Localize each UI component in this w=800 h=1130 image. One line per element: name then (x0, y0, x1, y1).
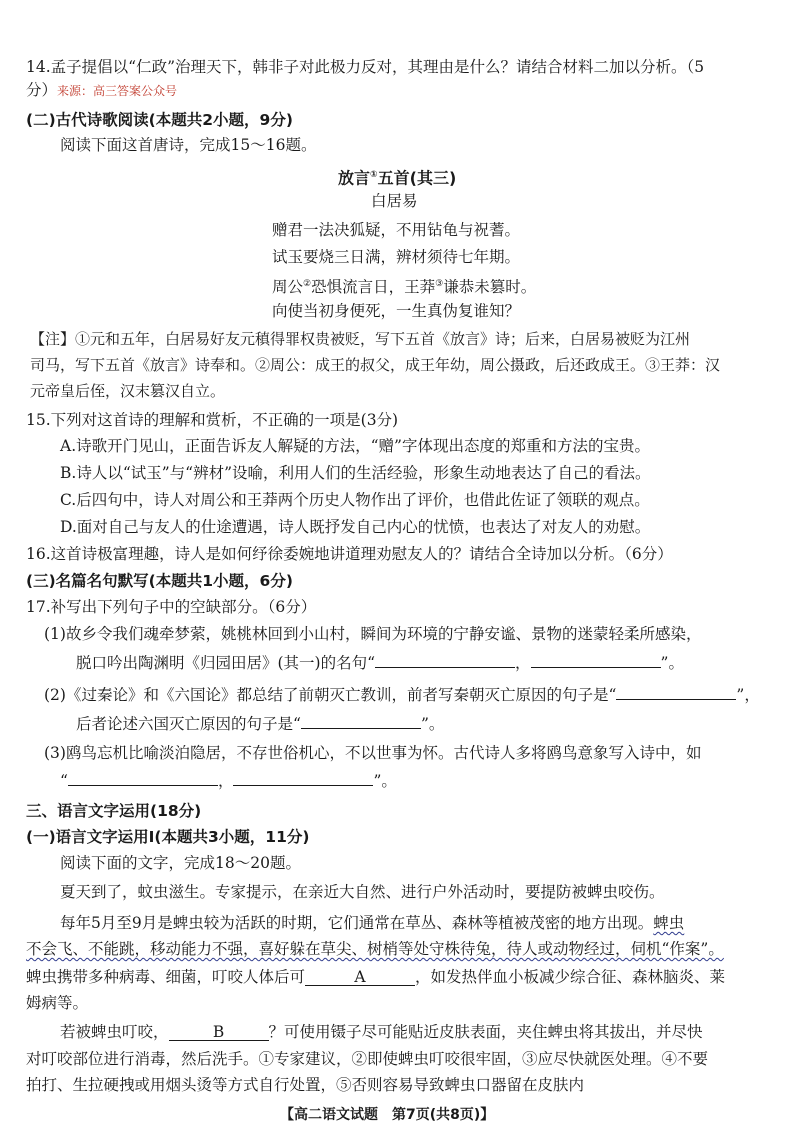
poem-author: 白居易 (371, 192, 418, 210)
q15-stem: 15.下列对这首诗的理解和赏析，不正确的一项是(3分) (26, 411, 399, 429)
section-poetry-heading: (二)古代诗歌阅读(本题共2小题，9分) (26, 111, 293, 129)
blank-b[interactable]: B (169, 1021, 269, 1041)
q17-item2-prompt-b: 后者论述六国灭亡原因的句子是“ (76, 715, 301, 733)
passage-para-2-line1 (60, 912, 684, 934)
poem-line-3-part-c: 谦恭未篡时。 (443, 278, 537, 297)
passage-para-2-text-c: ，如发热伴血小板减少综合征、森林脑炎、莱 (415, 968, 726, 986)
blank-a[interactable]: A (305, 966, 415, 986)
poem-title-note-mark: ① (370, 170, 378, 180)
poem-line-1: 赠君一法决狐疑，不用钻龟与祝蓍。 (272, 221, 521, 239)
section-lang-sub-heading: (一)语言文字运用Ⅰ(本题共3小题，11分) (26, 828, 310, 846)
passage-para-2-text: 每年5月至9月是蜱虫较为活跃的时期，它们通常在草丛、森林等植被茂密的地方出现。 (60, 914, 654, 932)
passage-para-3-text: 若被蜱虫叮咬， (60, 1023, 169, 1041)
q15-option-a: A.诗歌开门见山，正面告诉友人解疑的方法，“赠”字体现出态度的郑重和方法的宝贵。 (60, 437, 650, 455)
q15-option-b: B.诗人以“试玉”与“辨材”设喻，利用人们的生活经验，形象生动地表达了自己的看法。 (60, 464, 651, 482)
poem-note-mark-2: ② (303, 279, 312, 289)
q17-item3-line1: (3)鸥鸟忘机比喻淡泊隐居，不存世俗机心，不以世事为怀。古代诗人多将鸥鸟意象写入诗中，如 (44, 744, 702, 762)
page-footer: 【高二语文试题 第7页(共8页)】 (280, 1107, 495, 1123)
poem-line-4: 向使当初身便死，一生真伪复谁知？ (272, 302, 521, 320)
passage-para-3-line3: 拍打、生拉硬拽或用烟头烫等方式自行处置，⑤否则容易导致蜱虫口器留在皮肤内 (26, 1076, 585, 1094)
quote-start: “ (60, 772, 68, 790)
q15-option-c: C.后四句中，诗人对周公和王莽两个历史人物作出了评价，也借此佐证了领联的观点。 (60, 491, 650, 509)
q17-item2-line2 (76, 713, 444, 735)
quote-end-comma: ”， (736, 686, 760, 704)
q17-item1-line1: (1)故乡令我们魂牵梦萦，姚桃林回到小山村，瞬间为环境的宁静安谧、景物的迷蒙轻柔所感染， (44, 625, 702, 643)
passage-para-2-line3 (26, 966, 725, 988)
passage-para-2-line2 (26, 938, 724, 960)
q14-text-line2 (26, 79, 177, 102)
passage-para-2-line4: 姆病等。 (26, 994, 89, 1012)
poem-note-line-2: 司马，写下五首《放言》诗奉和。②周公：成王的叔父，成王年幼，周公摄政，后还政成王。③王莽：汉 (30, 356, 721, 374)
section-recite-heading: (三)名篇名句默写(本题共1小题，6分) (26, 572, 293, 590)
q17-item2-line1 (44, 684, 760, 706)
q14-text-end: 分） (26, 81, 58, 99)
q17-blank-2[interactable] (531, 652, 661, 668)
section-lang-heading: 三、语言文字运用(18分) (26, 802, 202, 820)
q14-text-line1: 14.孟子提倡以“仁政”治理天下，韩非子对此极力反对，其理由是什么？请结合材料二加以分析。（5 (26, 58, 705, 76)
passage-para-3-text-b: ？可使用镊子尽可能贴近皮肤表面，夹住蜱虫将其拔出，并尽快 (268, 1023, 703, 1041)
q17-item3-line2 (60, 770, 397, 792)
poem-line-3-part-b: 恐惧流言日，王莽 (311, 278, 436, 297)
passage-para-2-text-b: 蜱虫携带多种病毒、细菌，叮咬人体后可 (26, 968, 306, 986)
wavy-underlined-text-start: 蜱虫 (653, 914, 685, 932)
q17-item2-prompt-a: (2)《过秦论》和《六国论》都总结了前朝灭亡教训，前者写秦朝灭亡原因的句子是“ (44, 686, 617, 704)
poem-title-main: 放言 (338, 168, 371, 188)
quote-end: ”。 (420, 715, 445, 733)
q17-blank-5[interactable] (68, 770, 218, 786)
poem-note-mark-3: ③ (435, 279, 444, 289)
poem-title (338, 164, 456, 189)
quote-end: ”。 (373, 772, 397, 790)
q16-stem: 16.这首诗极富理趣，诗人是如何纾徐委婉地讲道理劝慰友人的？请结合全诗加以分析。（6分） (26, 545, 673, 563)
passage-para-3-line1 (60, 1021, 703, 1043)
passage-para-3-line2: 对叮咬部位进行消毒，然后洗手。①专家建议，②即使蜱虫叮咬很牢固，③应尽快就医处理。④不要 (26, 1050, 709, 1068)
q15-option-d: D.面对自己与友人的仕途遭遇，诗人既抒发自己内心的忧愤，也表达了对友人的劝慰。 (60, 518, 651, 536)
q17-item1-line2 (76, 652, 684, 674)
poetry-instruction: 阅读下面这首唐诗，完成15～16题。 (60, 136, 317, 154)
poem-note-line-3: 元帝皇后侄，汉末篡汉自立。 (30, 382, 226, 400)
q17-blank-3[interactable] (616, 684, 736, 700)
poem-note-line-1: 【注】①元和五年，白居易好友元稹得罪权贵被贬，写下五首《放言》诗；后来，白居易被贬为江州 (30, 330, 691, 348)
q17-item1-prompt: 脱口吟出陶渊明《归园田居》(其一)的名句“ (76, 654, 376, 672)
passage-para-1: 夏天到了，蚊虫滋生。专家提示，在亲近大自然、进行户外活动时，要提防被蜱虫咬伤。 (60, 883, 665, 901)
source-watermark: 来源：高三答案公众号 (57, 84, 178, 98)
q17-blank-6[interactable] (233, 770, 373, 786)
q17-blank-4[interactable] (301, 713, 421, 729)
comma: ， (515, 654, 531, 672)
poem-line-2: 试玉要烧三日满，辨材须待七年期。 (272, 248, 521, 266)
wavy-underlined-text: 不会飞、不能跳，移动能力不强，喜好躲在草尖、树梢等处守株待兔，待人或动物经过，伺机“作案”。 (26, 940, 724, 958)
poem-title-sub: 五首(其三) (377, 168, 457, 188)
quote-end: ”。 (660, 654, 684, 672)
q17-blank-1[interactable] (375, 652, 515, 668)
poem-line-3 (272, 273, 536, 298)
poem-line-3-part-a: 周公 (272, 278, 304, 297)
lang-instruction: 阅读下面的文字，完成18～20题。 (60, 854, 301, 872)
comma: ， (217, 772, 234, 790)
q17-stem: 17.补写出下列句子中的空缺部分。（6分） (26, 598, 317, 616)
